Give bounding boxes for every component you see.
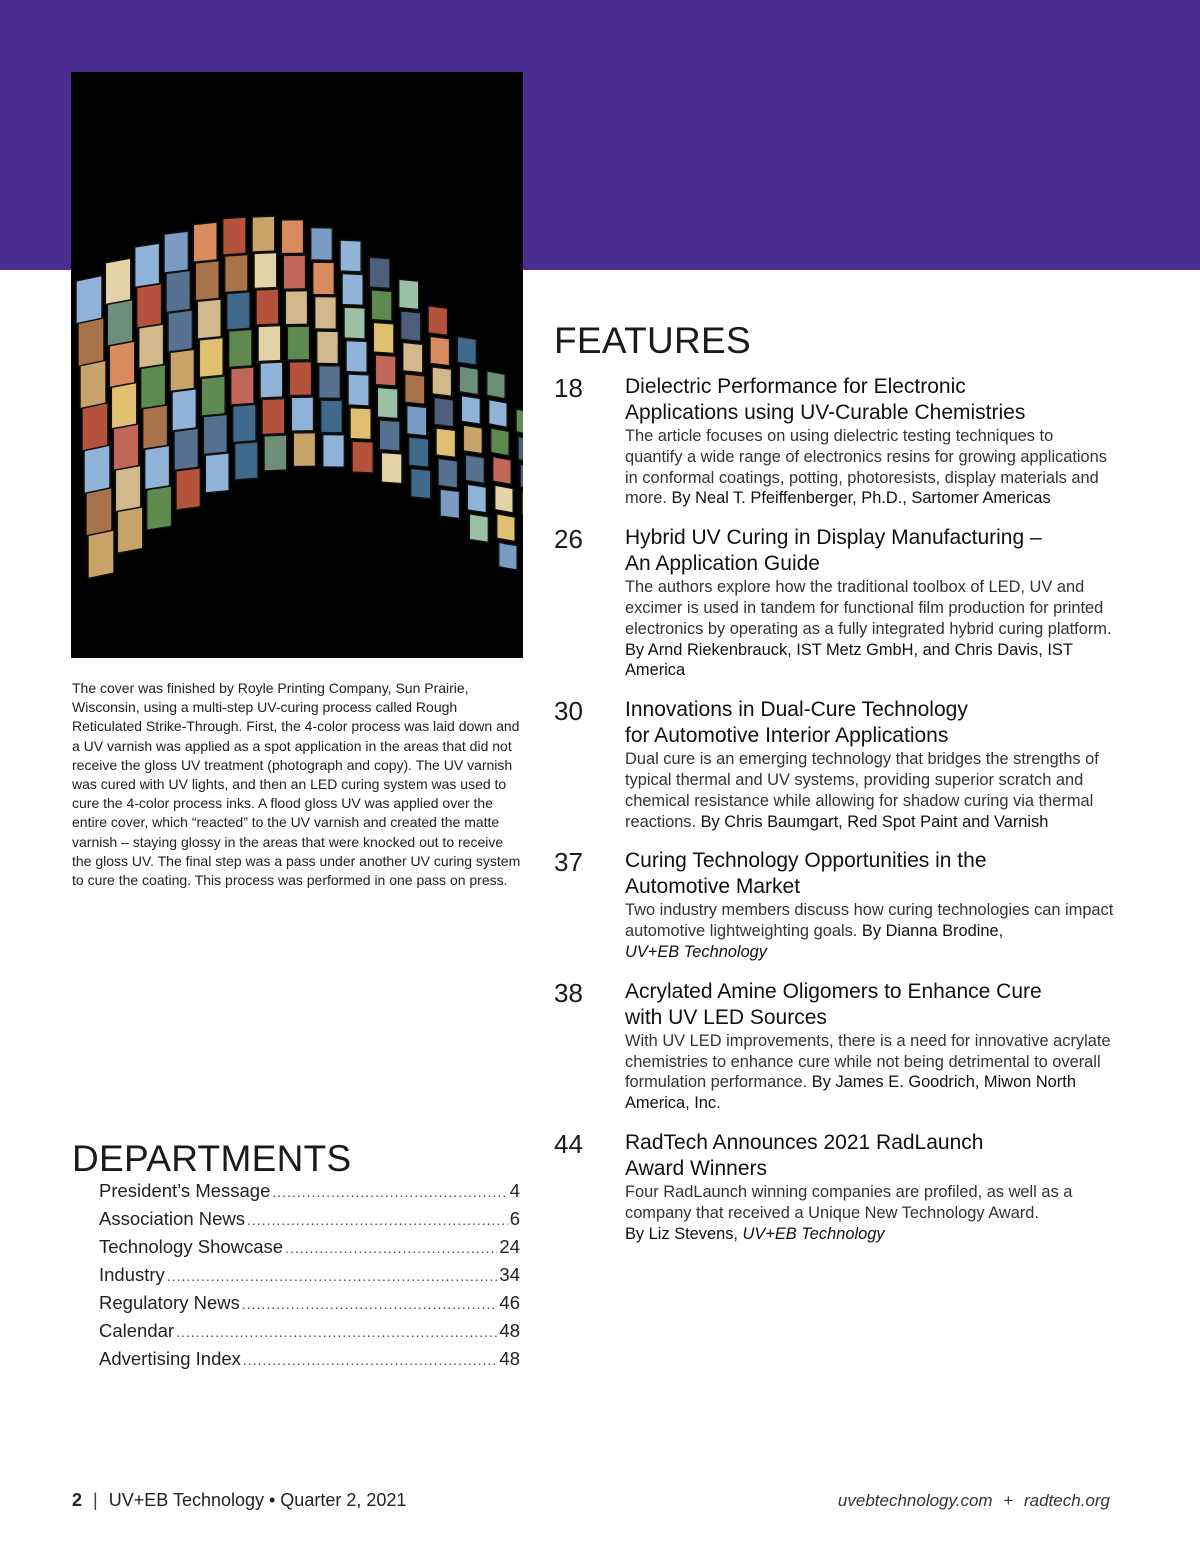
feature-summary: Four RadLaunch winning companies are profiled, as well as a company that received a Unique New Technology Award. bbox=[625, 1182, 1073, 1222]
footer-plus: + bbox=[1003, 1491, 1014, 1510]
feature-title-line: with UV LED Sources bbox=[625, 1005, 827, 1029]
cover-photo-tile bbox=[495, 485, 514, 513]
feature-title[interactable] bbox=[625, 1130, 1114, 1182]
feature-summary: The authors explore how the traditional toolbox of LED, UV and excimer is used in tandem for functional film production for printed electronics by operating as a fully integrated hybrid curing platform. bbox=[625, 578, 1112, 638]
cover-photo-tile bbox=[205, 453, 229, 493]
feature-item[interactable] bbox=[554, 848, 1114, 962]
cover-photo-tile bbox=[493, 457, 512, 485]
cover-photo-tile bbox=[105, 258, 131, 304]
cover-photo-tile bbox=[193, 222, 217, 262]
cover-photo-tile bbox=[399, 279, 419, 309]
cover-photo-tile bbox=[109, 341, 135, 387]
feature-description bbox=[625, 426, 1114, 509]
cover-photo-tile bbox=[135, 243, 160, 287]
cover-photo-tile bbox=[377, 387, 398, 418]
cover-photo-tile bbox=[197, 299, 221, 339]
cover-photo-tile bbox=[411, 468, 431, 498]
feature-title[interactable] bbox=[625, 374, 1114, 426]
cover-photo-tile bbox=[264, 435, 287, 471]
department-page: 48 bbox=[499, 1348, 520, 1369]
feature-title[interactable] bbox=[625, 697, 1114, 749]
feature-title[interactable] bbox=[625, 979, 1114, 1031]
feature-byline: By Chris Baumgart, Red Spot Paint and Varnish bbox=[700, 812, 1049, 831]
cover-photo-tile bbox=[143, 405, 168, 449]
cover-photo-tile bbox=[430, 336, 450, 366]
cover-photo-tile bbox=[520, 464, 523, 491]
cover-photo-tile bbox=[434, 397, 454, 427]
cover-photo-tile bbox=[84, 445, 110, 494]
cover-photo-tile bbox=[172, 389, 196, 431]
cover-photo-tile bbox=[285, 291, 307, 325]
cover-photo-tile bbox=[371, 290, 392, 321]
feature-title-line: for Automotive Interior Applications bbox=[625, 724, 949, 748]
cover-photo-tile bbox=[348, 374, 369, 406]
feature-summary: The article focuses on using dielectric testing techniques to quantify a wide range of electronics resins for growing applications in conformal coatings, potting, photoresists, display materials and more. bbox=[625, 427, 1107, 508]
department-item[interactable] bbox=[99, 1348, 520, 1376]
cover-photo-tile bbox=[407, 405, 427, 435]
department-page: 34 bbox=[499, 1264, 520, 1285]
cover-photo-tile bbox=[145, 445, 170, 489]
cover-photo-tile bbox=[174, 428, 198, 470]
cover-photo-tile bbox=[403, 342, 423, 372]
feature-description bbox=[625, 1182, 1114, 1244]
feature-title-line: Dielectric Performance for Electronic bbox=[625, 375, 966, 398]
departments-list bbox=[99, 1180, 520, 1376]
feature-title-line: RadTech Announces 2021 RadLaunch bbox=[625, 1130, 984, 1154]
dot-leader bbox=[285, 1240, 497, 1256]
department-label: President’s Message bbox=[99, 1180, 271, 1201]
department-page: 48 bbox=[499, 1320, 520, 1341]
feature-title-line: Applications using UV-Curable Chemistries bbox=[625, 401, 1026, 424]
cover-photo-tile bbox=[256, 289, 279, 325]
cover-photo-tile bbox=[461, 396, 480, 425]
footer-page-number: 2 bbox=[72, 1490, 83, 1510]
cover-photo-tile bbox=[166, 270, 190, 312]
cover-photo-tile bbox=[459, 366, 478, 395]
department-page: 46 bbox=[499, 1292, 520, 1313]
cover-image bbox=[71, 72, 523, 658]
feature-item[interactable] bbox=[554, 525, 1114, 681]
cover-photo-tile bbox=[350, 408, 371, 440]
cover-photo-tile bbox=[113, 424, 139, 470]
cover-photo-tile bbox=[168, 310, 192, 352]
cover-photo-tile bbox=[289, 362, 311, 396]
cover-photo-tile bbox=[201, 376, 225, 416]
cover-photo-tile bbox=[78, 318, 104, 367]
cover-photo-tile bbox=[315, 297, 337, 330]
feature-summary: Two industry members discuss how curing technologies can impact automotive lightweighting goals. bbox=[625, 901, 1114, 941]
feature-item[interactable] bbox=[554, 1130, 1114, 1244]
cover-photo-tile bbox=[137, 284, 162, 328]
feature-title-line: Award Winners bbox=[625, 1156, 767, 1180]
cover-photo-tile bbox=[235, 442, 258, 480]
cover-photo-tile bbox=[440, 489, 460, 519]
cover-photo-tile bbox=[409, 437, 429, 467]
cover-photo-tile bbox=[258, 326, 281, 362]
cover-photo-mosaic bbox=[71, 72, 523, 658]
department-item[interactable] bbox=[99, 1292, 520, 1320]
department-label: Association News bbox=[99, 1208, 246, 1229]
feature-title-line: An Application Guide bbox=[625, 552, 820, 576]
department-label: Regulatory News bbox=[99, 1292, 240, 1313]
cover-photo-tile bbox=[497, 514, 516, 542]
cover-photo-tile bbox=[195, 261, 219, 301]
cover-photo-tile bbox=[287, 326, 309, 360]
feature-description bbox=[625, 1031, 1114, 1114]
cover-photo-tile bbox=[107, 300, 133, 346]
dot-leader bbox=[242, 1296, 498, 1312]
cover-photo-tile bbox=[76, 275, 102, 324]
feature-item[interactable] bbox=[554, 374, 1114, 509]
cover-photo-tile bbox=[401, 311, 421, 341]
department-page: 6 bbox=[509, 1208, 520, 1229]
cover-photo-tile bbox=[487, 371, 506, 399]
feature-title-line: Acrylated Amine Oligomers to Enhance Cure bbox=[625, 979, 1042, 1003]
cover-photo-tile bbox=[141, 365, 166, 409]
footer-issue: UV+EB Technology • Quarter 2, 2021 bbox=[108, 1490, 407, 1510]
feature-byline-publication: UV+EB Technology bbox=[742, 1224, 885, 1243]
cover-photo-tile bbox=[317, 331, 339, 364]
cover-caption: The cover was finished by Royle Printing Company, Sun Prairie, Wisconsin, using a multi-step UV-curing process called Rough Reticulated Strike-Through. First, the 4-color process was laid down and a UV varnish was applied as a spot application in the areas that did not receive the gloss UV treatment (photograph and copy). The UV varnish was cured with UV lights, and then an LED curing system was used to cure the 4-color process inks. A flood gloss UV was applied over the entire cover, which “reacted” to the UV varnish and created the matte varnish – staying glossy in the areas that were knocked out to receive the gloss UV. The final step was a pass under another UV curing system to cure the coating. This process was performed in one pass on press. bbox=[72, 680, 521, 889]
departments-heading: DEPARTMENTS bbox=[72, 1138, 352, 1179]
cover-photo-tile bbox=[518, 436, 523, 463]
feature-byline: By Neal T. Pfeiffenberger, Ph.D., Sartomer Americas bbox=[671, 489, 1051, 508]
cover-photo-tile bbox=[111, 383, 137, 429]
cover-photo-tile bbox=[254, 252, 277, 288]
cover-photo-tile bbox=[231, 367, 254, 405]
cover-photo-tile bbox=[199, 337, 223, 377]
department-item[interactable] bbox=[99, 1320, 520, 1348]
cover-photo-tile bbox=[229, 329, 252, 367]
cover-photo-tile bbox=[346, 341, 367, 373]
cover-photo-tile bbox=[352, 441, 373, 473]
cover-photo-tile bbox=[223, 217, 246, 255]
cover-photo-tile bbox=[115, 465, 141, 511]
features-heading: FEATURES bbox=[554, 320, 752, 361]
feature-byline: By Arnd Riekenbrauck, IST Metz GmbH, and Chris Davis, IST America bbox=[625, 640, 1073, 680]
feature-title-line: Curing Technology Opportunities in the bbox=[625, 849, 987, 873]
cover-photo-tile bbox=[283, 255, 305, 289]
feature-page-number: 26 bbox=[554, 524, 583, 555]
feature-title[interactable] bbox=[625, 848, 1114, 900]
feature-description bbox=[625, 749, 1114, 832]
cover-photo-tile bbox=[117, 507, 143, 553]
feature-byline: By James E. Goodrich, Miwon North America, Inc. bbox=[625, 1073, 1076, 1113]
cover-photo-tile bbox=[491, 428, 510, 456]
cover-photo-tile bbox=[203, 414, 227, 454]
cover-photo-tile bbox=[176, 468, 200, 510]
cover-photo-tile bbox=[293, 433, 315, 467]
cover-photo-tile bbox=[405, 374, 425, 404]
cover-photo-tile bbox=[465, 455, 484, 484]
department-label: Calendar bbox=[99, 1320, 175, 1341]
cover-photo-tile bbox=[381, 452, 402, 483]
feature-page-number: 18 bbox=[554, 373, 583, 403]
cover-photo-tile bbox=[225, 254, 248, 292]
cover-photo-tile bbox=[463, 425, 482, 454]
dot-leader bbox=[167, 1268, 498, 1284]
cover-photo-tile bbox=[164, 231, 188, 273]
cover-photo-tile bbox=[311, 228, 333, 261]
department-label: Advertising Index bbox=[99, 1348, 241, 1369]
footer-websites bbox=[838, 1491, 1110, 1511]
cover-photo-tile bbox=[469, 514, 488, 543]
cover-photo-tile bbox=[516, 409, 523, 436]
feature-summary: Dual cure is an emerging technology that bridges the strengths of typical thermal and UV systems, providing superior scratch and chemical resistance while allowing for shadow curing via thermal reactions. bbox=[625, 750, 1099, 831]
feature-summary: With UV LED improvements, there is a need for innovative acrylate chemistries to enhance cure while not being detrimental to overall formulation performance. bbox=[625, 1031, 1111, 1092]
cover-photo-tile bbox=[233, 404, 256, 442]
footer-publication bbox=[72, 1490, 406, 1511]
cover-photo-tile bbox=[227, 292, 250, 330]
cover-photo-tile bbox=[319, 366, 341, 399]
cover-photo-tile bbox=[467, 484, 486, 513]
cover-photo-tile bbox=[86, 488, 112, 537]
cover-photo-tile bbox=[428, 306, 448, 336]
cover-photo-tile bbox=[170, 349, 194, 391]
cover-photo-tile bbox=[369, 257, 390, 288]
cover-photo-tile bbox=[88, 530, 114, 579]
cover-photo-tile bbox=[379, 420, 400, 451]
footer-site-link[interactable]: uvebtechnology.com bbox=[837, 1491, 993, 1510]
cover-photo-tile bbox=[252, 216, 275, 252]
department-item[interactable] bbox=[99, 1236, 520, 1264]
department-item[interactable] bbox=[99, 1180, 520, 1208]
feature-title[interactable] bbox=[625, 525, 1114, 577]
cover-photo-tile bbox=[340, 240, 361, 272]
feature-item[interactable] bbox=[554, 979, 1114, 1114]
cover-photo-tile bbox=[373, 322, 394, 353]
cover-photo-tile bbox=[82, 403, 108, 452]
cover-photo-tile bbox=[522, 491, 523, 518]
department-page: 24 bbox=[499, 1236, 520, 1257]
cover-photo-tile bbox=[321, 400, 343, 433]
feature-description bbox=[625, 900, 1114, 962]
feature-page-number: 38 bbox=[554, 977, 583, 1008]
cover-photo-tile bbox=[344, 307, 365, 339]
department-label: Technology Showcase bbox=[99, 1236, 284, 1257]
feature-item[interactable] bbox=[554, 697, 1114, 832]
cover-photo-tile bbox=[139, 324, 164, 368]
department-label: Industry bbox=[99, 1264, 165, 1285]
cover-photo-tile bbox=[342, 273, 363, 305]
department-item[interactable] bbox=[99, 1264, 520, 1292]
dot-leader bbox=[272, 1184, 507, 1200]
cover-photo-tile bbox=[313, 262, 335, 295]
cover-photo-tile bbox=[436, 428, 456, 458]
cover-photo-tile bbox=[432, 367, 452, 397]
cover-photo-tile bbox=[457, 336, 476, 365]
feature-byline: By Liz Stevens, bbox=[625, 1224, 738, 1243]
feature-page-number: 30 bbox=[554, 696, 583, 727]
department-page: 4 bbox=[509, 1180, 520, 1201]
cover-photo-tile bbox=[499, 542, 518, 570]
feature-byline-publication: UV+EB Technology bbox=[625, 942, 767, 961]
cover-photo-tile bbox=[281, 220, 303, 254]
cover-photo-tile bbox=[375, 355, 396, 386]
feature-title-line: Hybrid UV Curing in Display Manufacturing – bbox=[625, 526, 1042, 550]
feature-byline: By Dianna Brodine, bbox=[861, 922, 1004, 941]
cover-photo-tile bbox=[80, 360, 106, 409]
feature-page-number: 37 bbox=[554, 847, 583, 878]
footer-separator: | bbox=[93, 1490, 98, 1510]
footer-site-link[interactable]: radtech.org bbox=[1024, 1491, 1110, 1510]
department-item[interactable] bbox=[99, 1208, 520, 1236]
feature-page-number: 44 bbox=[554, 1128, 583, 1159]
feature-description bbox=[625, 577, 1114, 681]
dot-leader bbox=[243, 1352, 498, 1368]
feature-title-line: Automotive Market bbox=[625, 875, 801, 899]
cover-photo-tile bbox=[323, 435, 345, 468]
cover-photo-tile bbox=[262, 398, 285, 434]
cover-photo-tile bbox=[438, 458, 458, 488]
dot-leader bbox=[247, 1212, 508, 1228]
cover-photo-tile bbox=[260, 362, 283, 398]
cover-photo-tile bbox=[291, 397, 313, 431]
feature-title-line: Innovations in Dual-Cure Technology bbox=[625, 698, 968, 722]
dot-leader bbox=[176, 1324, 497, 1340]
features-list bbox=[554, 374, 1114, 1260]
cover-photo-tile bbox=[147, 486, 172, 530]
cover-photo-tile bbox=[489, 399, 508, 427]
